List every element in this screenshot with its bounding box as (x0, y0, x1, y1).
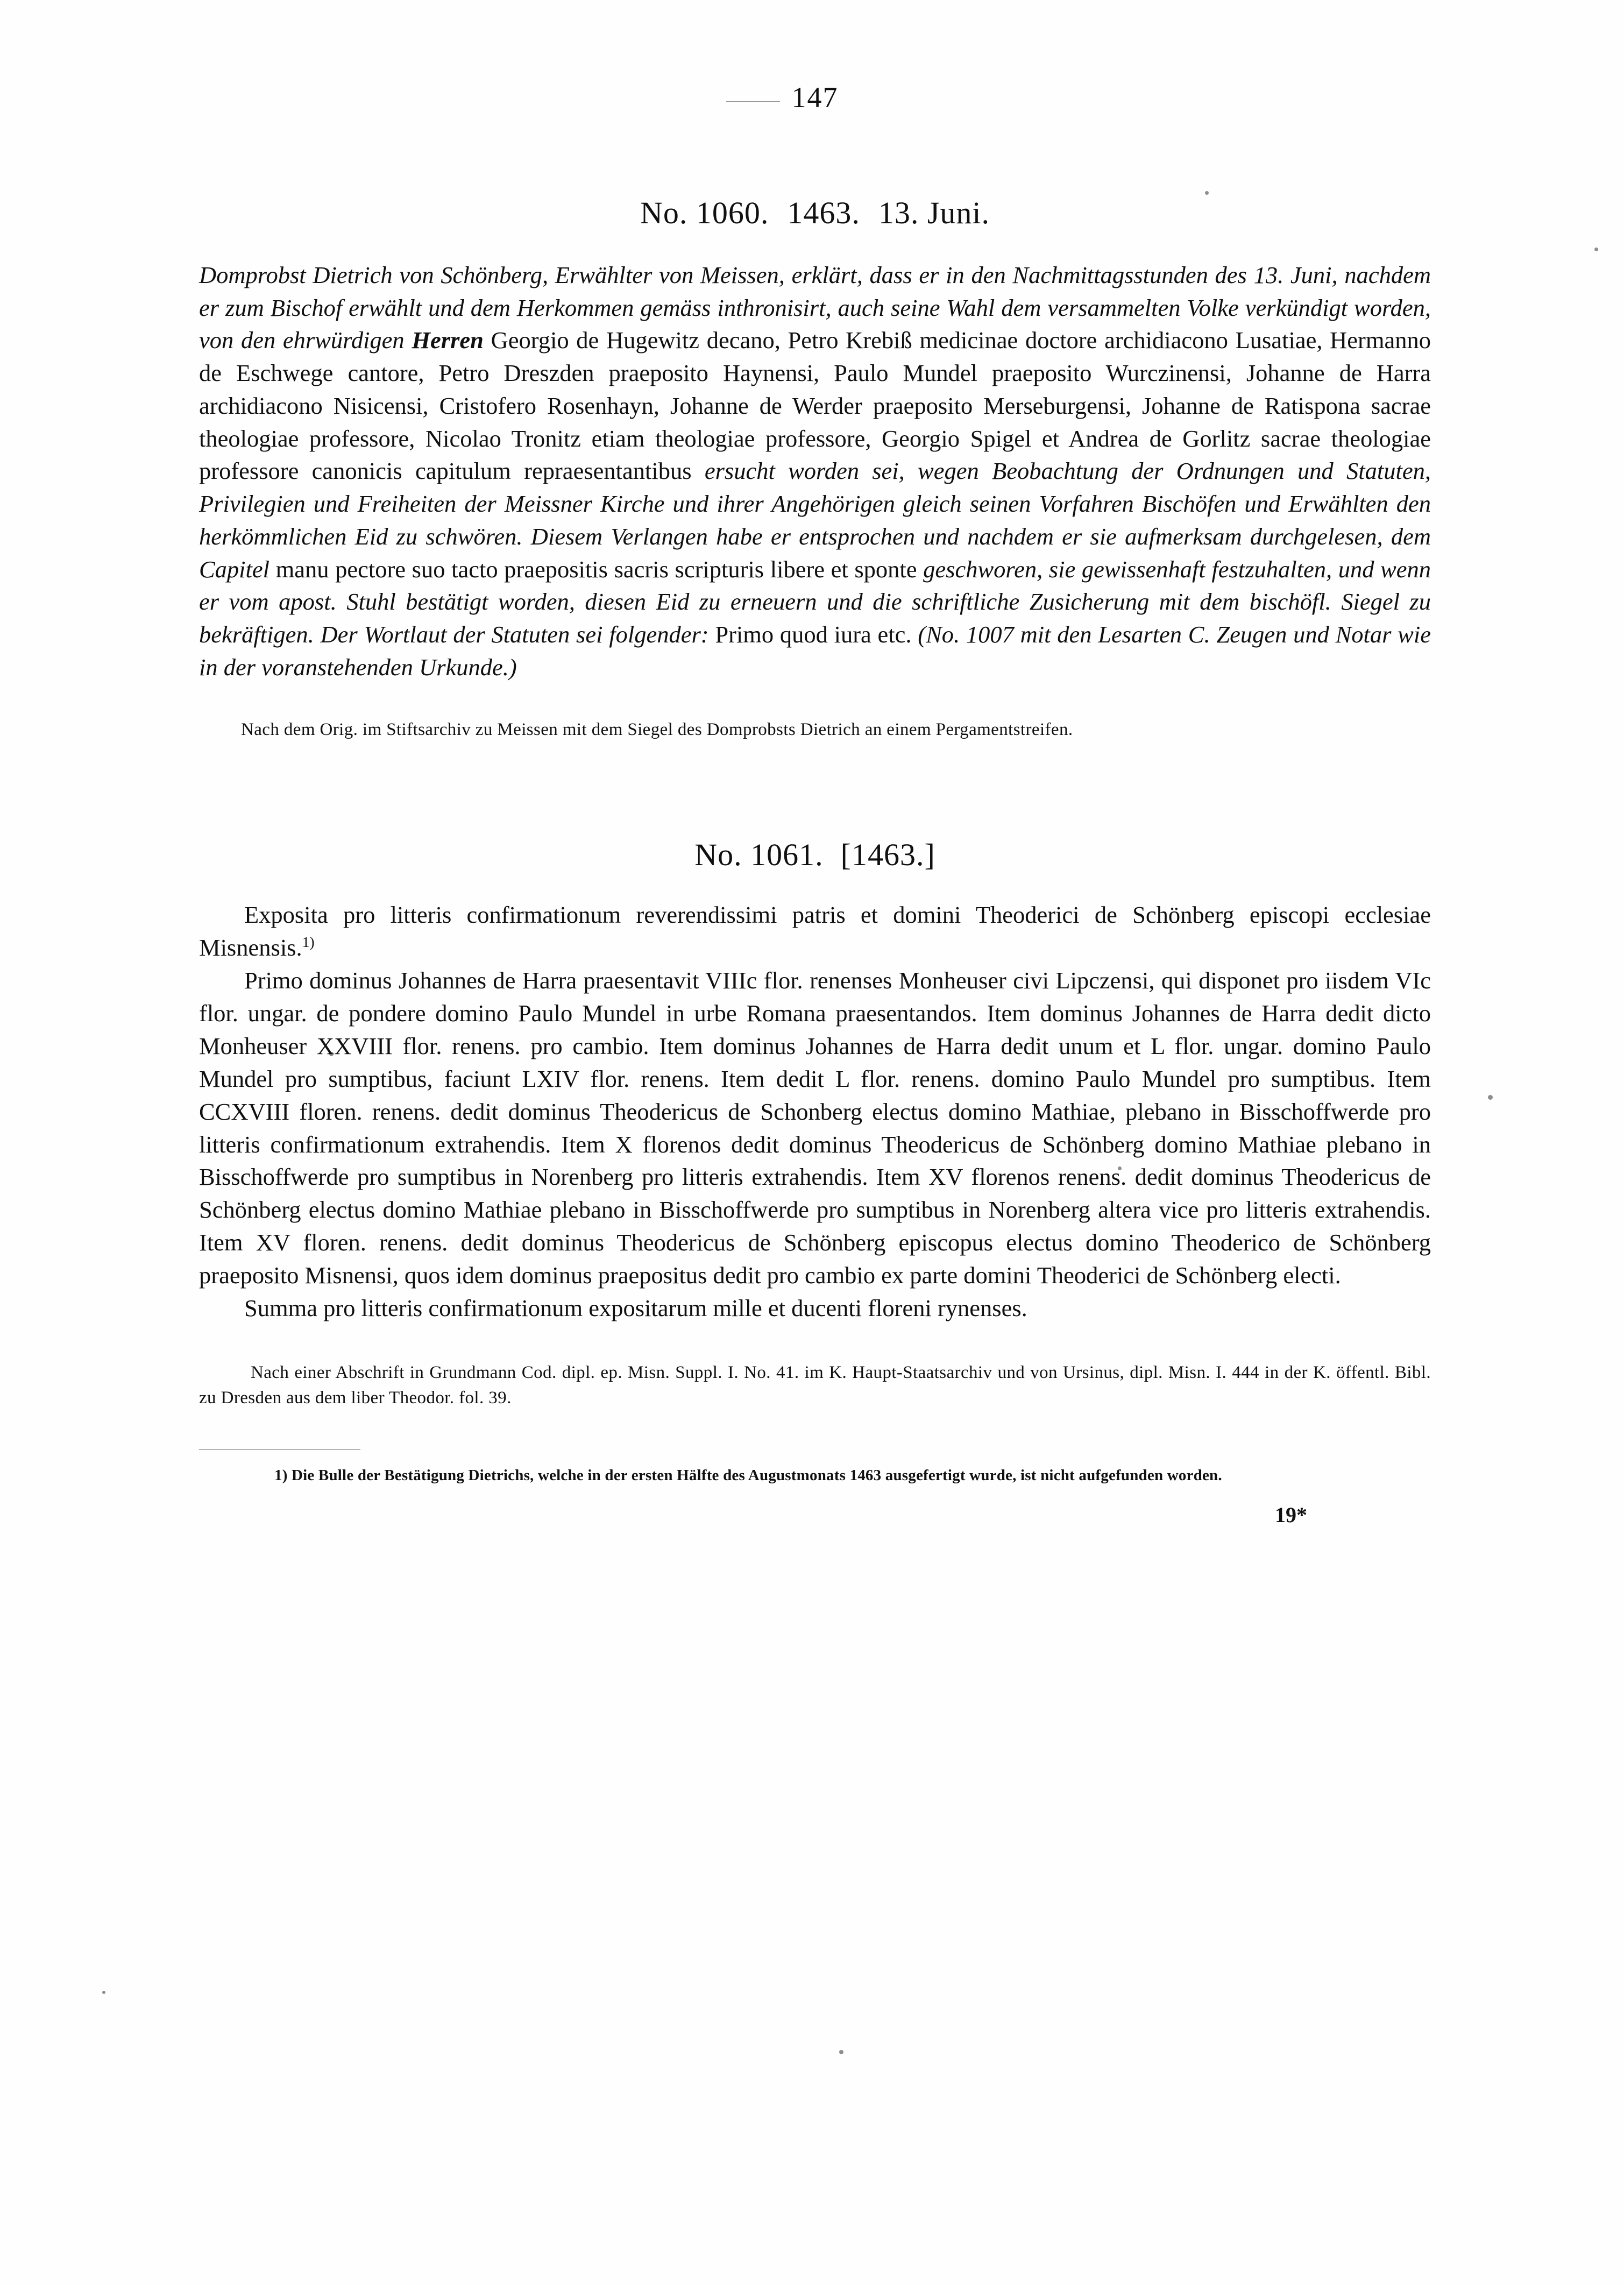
entry-2-paragraph-1 (199, 899, 1431, 964)
regest-roman-part-2: manu pectore suo tacto praepositis sacris scripturis libere et sponte (275, 555, 924, 583)
entry-2-source-note (199, 1360, 1431, 1411)
regest-italic-part-4: (No. 1007 mit den Lesarten C. Zeugen und Notar wie in der voranstehenden Urkunde.) (199, 621, 1431, 681)
page-footnote (199, 1464, 1431, 1488)
regest-bold-part: Herren (412, 327, 484, 354)
page-number (199, 81, 1431, 114)
entry-1-date: 13. Juni. (878, 195, 990, 230)
entry-2-source-text: Nach einer Abschrift in Grundmann Cod. dipl. ep. Misn. Suppl. I. No. 41. im K. Haupt-Staatsarchiv und von Ursinus, dipl. Misn. I. 444 in der K. öffentl. Bibl. zu Dresden aus dem liber Theodor. fol. 39. (199, 1362, 1431, 1408)
regest-roman-part-3: Primo quod iura etc. (715, 621, 918, 648)
entry-1-source-note (199, 717, 1431, 743)
page-footnote-text: 1) Die Bulle der Bestätigung Dietrichs, welche in der ersten Hälfte des Augustmonats 1463 ausgefertigt wurde, ist nicht aufgefunden worden. (274, 1466, 1222, 1484)
entry-1-regest (199, 259, 1431, 684)
entry-2-par1-text: Exposita pro litteris confirmationum reverendissimi patris et domini Theoderici de Schönberg episcopi ecclesiae Misnensis. (199, 901, 1431, 961)
regest-italic-part-1: Domprobst Dietrich von Schönberg, Erwählter von Meissen, erklärt, dass er in den Nachmittagsstunden des 13. Juni, nachdem er zum Bischof erwählt und dem Herkommen gemäss inthronisirt, auch seine Wahl dem versammelten Volke verkündigt worden, von den ehrwürdigen (199, 261, 1431, 354)
footnote-marker: 1) (302, 934, 315, 951)
regest-italic-part-3: geschworen, sie gewissenhaft festzuhalten, und wenn er vom apost. Stuhl bestätigt worden, diesen Eid zu erneuern und die schriftliche Zusicherung mit dem bischöfl. Siegel zu bekräftigen. Der Wortlaut der Statuten sei folgender: (199, 555, 1431, 648)
entry-2-par2-text: Primo dominus Johannes de Harra praesentavit VIIIc flor. renenses Monheuser civi Lipczensi, qui disponet pro iisdem VIc flor. ungar. de pondere domino Paulo Mundel in urbe Romana praesentandos. Item dominus Johannes de Harra dedit dicto Monheuser XXVIII flor. renens. pro cambio. Item dominus Johannes de Harra dedit unum et L flor. ungar. domino Paulo Mundel pro sumptibus, faciunt LXIV flor. renens. Item dedit L flor. renens. domino Paulo Mundel pro sumptibus. Item CCXVIII floren. renens. dedit dominus Theodericus de Schonberg electus domino Mathiae, plebano in Bisschoffwerde pro litteris confirmationum extrahendis. Item X florenos dedit dominus Theodericus de Schönberg domino Mathiae plebano in Bisschoffwerde pro sumptibus in Norenberg pro litteris extrahendis. Item XV florenos renens. dedit dominus Theodericus de Schönberg electus domino Mathiae plebano in Bisschoffwerde pro sumptibus in Norenberg altera vice pro litteris extrahendis. Item XV floren. renens. dedit dominus Theodericus de Schönberg episcopus electus domino Theoderico de Schönberg praeposito Misnensi, quos idem dominus praepositus dedit pro cambio ex parte domini Theoderici de Schönberg electi. (199, 967, 1431, 1289)
folio-rule (726, 101, 780, 102)
entry-2-paragraph-2 (199, 964, 1431, 1292)
folio-number: 147 (791, 81, 839, 114)
page-speck (839, 2050, 843, 2054)
regest-roman-part-1: Georgio de Hugewitz decano, Petro Krebiß medicinae doctore archidiacono Lusatiae, Hermanno de Eschwege cantore, Petro Dreszden praeposito Haynensi, Paulo Mundel praeposito Wurczinensi, Johanne de Harra archidiacono Nisicensi, Cristofero Rosenhayn, Johanne de Werder praeposito Merseburgensi, Johanne de Ratispona sacrae theologiae professore, Nicolao Tronitz etiam theologiae professore, Georgio Spigel et Andrea de Gorlitz sacrae theologiae professore canonicis capitulum repraesentantibus (199, 327, 1431, 485)
page-speck (102, 1991, 105, 1994)
signature-mark: 19* (1275, 1503, 1307, 1528)
entry-2-par3-text: Summa pro litteris confirmationum expositarum mille et ducenti floreni rynenses. (244, 1294, 1027, 1321)
page-content (199, 81, 1431, 1528)
entry-2-year: [1463.] (840, 837, 935, 873)
entry-1-year: 1463. (787, 195, 860, 230)
entry-2-heading (199, 837, 1431, 873)
footnote-separator (199, 1449, 360, 1450)
page-speck (1594, 248, 1598, 251)
regest-italic-part-2: ersucht worden sei, wegen Beobachtung der Ordnungen und Statuten, Privilegien und Freiheiten der Meissner Kirche und ihrer Angehörigen gleich seinen Vorfahren Bischöfen und Erwählten den herkömmlichen Eid zu schwören. Diesem Verlangen habe er entsprochen und nachdem er sie aufmerksam durchgelesen, dem Capitel (199, 457, 1431, 583)
entry-2-number: No. 1061. (694, 837, 824, 873)
entry-1-heading (199, 195, 1431, 231)
page-speck (1488, 1095, 1493, 1100)
entry-1-number: No. 1060. (640, 195, 769, 230)
entry-1-source-text: Nach dem Orig. im Stiftsarchiv zu Meissen mit dem Siegel des Domprobsts Dietrich an einem Pergamentstreifen. (241, 719, 1073, 739)
entry-2-paragraph-3 (199, 1292, 1431, 1325)
